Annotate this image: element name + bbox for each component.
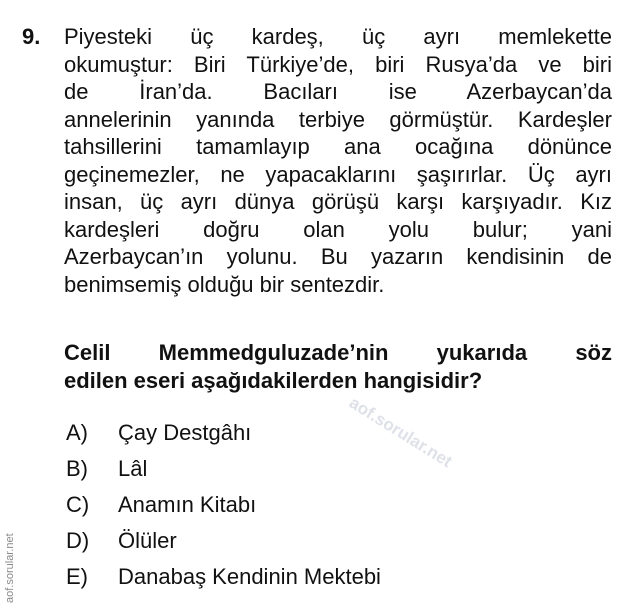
passage-line: insan, üç ayrı dünya görüşü karşı karşıyadır. Kız bbox=[64, 189, 612, 214]
option-letter: C) bbox=[66, 492, 90, 517]
option-a[interactable] bbox=[66, 418, 381, 454]
option-letter: D) bbox=[66, 528, 90, 553]
question-stem bbox=[64, 339, 612, 395]
option-text: Anamın Kitabı bbox=[118, 492, 257, 517]
option-letter: E) bbox=[66, 564, 88, 589]
option-e[interactable] bbox=[66, 562, 381, 598]
answer-options bbox=[66, 418, 381, 598]
watermark-side: aof.sorular.net bbox=[4, 533, 16, 603]
option-text: Ölüler bbox=[118, 528, 177, 553]
option-d[interactable] bbox=[66, 526, 381, 562]
passage-line: benimsemiş olduğu bir sentezdir. bbox=[64, 271, 385, 297]
passage-line: annelerinin yanında terbiye görmüştür. Kardeşler bbox=[64, 106, 612, 132]
watermark-diagonal: aof.sorular.net bbox=[345, 393, 456, 472]
option-b[interactable] bbox=[66, 454, 381, 490]
option-letter: B) bbox=[66, 456, 88, 481]
passage-line: de İran’da. Bacıları ise Azerbaycan’da bbox=[64, 79, 612, 104]
option-letter: A) bbox=[66, 420, 88, 445]
passage-line: Piyesteki üç kardeş, üç ayrı memlekette bbox=[64, 24, 612, 49]
passage-line: Azerbaycan’ın yolunu. Bu yazarın kendisinin de bbox=[64, 244, 612, 269]
passage-line: kardeşleri doğru olan yolu bulur; yani bbox=[64, 216, 612, 242]
question-passage bbox=[64, 23, 612, 298]
passage-line: geçinemezler, ne yapacaklarını şaşırırlar. Üç ayrı bbox=[64, 161, 612, 187]
option-text: Danabaş Kendinin Mektebi bbox=[118, 564, 381, 589]
option-c[interactable] bbox=[66, 490, 381, 526]
passage-line: okumuştur: Biri Türkiye’de, biri Rusya’da ve biri bbox=[64, 51, 612, 77]
passage-line: tahsillerini tamamlayıp ana ocağına dönünce bbox=[64, 134, 612, 159]
question-number: 9. bbox=[22, 24, 41, 49]
option-text: Çay Destgâhı bbox=[118, 420, 252, 445]
stem-line: Celil Memmedguluzade’nin yukarıda söz bbox=[64, 340, 612, 365]
stem-line: edilen eseri aşağıdakilerden hangisidir? bbox=[64, 368, 483, 393]
option-text: Lâl bbox=[118, 456, 148, 481]
